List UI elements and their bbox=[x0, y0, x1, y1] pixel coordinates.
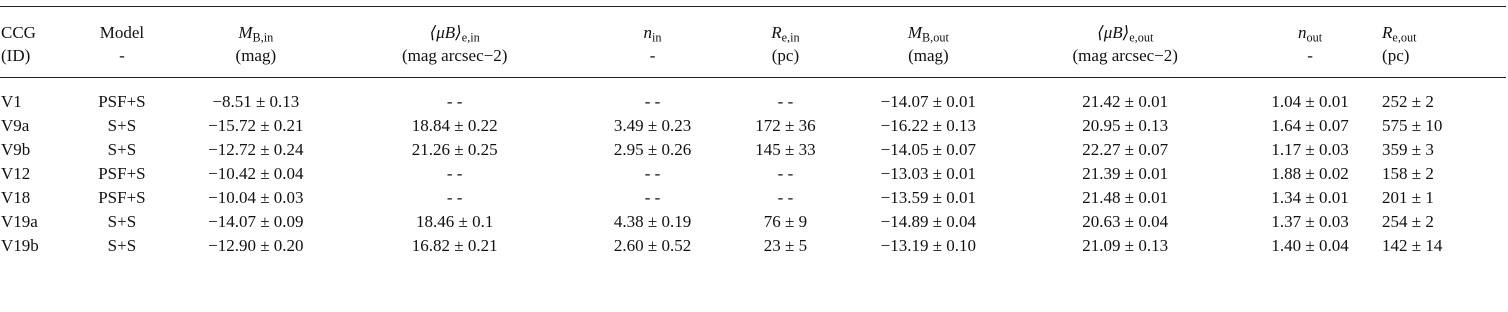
table-row bbox=[0, 78, 1506, 115]
header-n-out-subscript: out bbox=[1306, 30, 1323, 45]
unit-ccg: (ID) bbox=[0, 44, 63, 78]
cell-re-out: 575 ± 10 bbox=[1382, 116, 1443, 135]
cell-mb-in: −14.07 ± 0.09 bbox=[208, 212, 304, 231]
header-mb-in-subscript: B,in bbox=[252, 30, 274, 45]
header-n-in bbox=[579, 7, 727, 45]
cell-mb-in: −12.90 ± 0.20 bbox=[208, 236, 304, 255]
unit-mb-out: (mag) bbox=[844, 44, 1012, 78]
table-row bbox=[0, 162, 1506, 186]
table-row bbox=[0, 186, 1506, 210]
cell-mu-out: 21.48 ± 0.01 bbox=[1082, 188, 1169, 207]
cell-model: S+S bbox=[107, 236, 137, 255]
cell-model: PSF+S bbox=[98, 92, 146, 111]
cell-mu-in: 18.46 ± 0.1 bbox=[416, 212, 494, 231]
unit-mb-in: (mag) bbox=[181, 44, 331, 78]
cell-ccg-id: V12 bbox=[1, 164, 31, 183]
cell-ccg-id: V18 bbox=[1, 188, 31, 207]
cell-mb-out: −13.03 ± 0.01 bbox=[880, 164, 977, 183]
header-re-in bbox=[726, 7, 844, 45]
cell-ccg-id: V9a bbox=[1, 116, 30, 135]
cell-n-in: 4.38 ± 0.19 bbox=[613, 212, 692, 231]
cell-ccg-id: V19b bbox=[1, 236, 39, 255]
cell-mb-out: −16.22 ± 0.13 bbox=[880, 116, 977, 135]
cell-n-in: 2.60 ± 0.52 bbox=[613, 236, 692, 255]
cell-n-out: 1.64 ± 0.07 bbox=[1271, 116, 1349, 135]
header-mu-in-symbol: ⟨μB⟩ bbox=[429, 23, 462, 42]
cell-model: S+S bbox=[107, 140, 137, 159]
cell-model: S+S bbox=[107, 212, 137, 231]
header-n-in-symbol: n bbox=[643, 23, 653, 42]
cell-mb-in: −10.42 ± 0.04 bbox=[208, 164, 304, 183]
unit-n-out: - bbox=[1238, 44, 1382, 78]
unit-n-in: - bbox=[579, 44, 727, 78]
header-mb-out bbox=[844, 7, 1012, 45]
header-re-in-subscript: e,in bbox=[781, 30, 800, 45]
cell-model: S+S bbox=[107, 116, 137, 135]
cell-re-in: 145 ± 33 bbox=[755, 140, 816, 159]
cell-n-out: 1.17 ± 0.03 bbox=[1271, 140, 1349, 159]
cell-mb-in: −15.72 ± 0.21 bbox=[208, 116, 304, 135]
cell-n-in: - - bbox=[644, 188, 661, 207]
header-mb-out-subscript: B,out bbox=[922, 30, 949, 45]
table-header bbox=[0, 7, 1506, 78]
cell-ccg-id: V19a bbox=[1, 212, 38, 231]
cell-n-in: - - bbox=[644, 164, 661, 183]
cell-mb-in: −12.72 ± 0.24 bbox=[208, 140, 304, 159]
cell-mu-in: - - bbox=[446, 164, 463, 183]
header-n-out-symbol: n bbox=[1298, 23, 1307, 42]
table-row bbox=[0, 138, 1506, 162]
unit-model: - bbox=[63, 44, 181, 78]
cell-model: PSF+S bbox=[98, 188, 146, 207]
cell-re-in: 172 ± 36 bbox=[755, 116, 816, 135]
unit-re-in: (pc) bbox=[726, 44, 844, 78]
header-mu-out-symbol: ⟨μB⟩ bbox=[1097, 23, 1130, 42]
header-n-out bbox=[1238, 7, 1382, 45]
cell-n-in: 2.95 ± 0.26 bbox=[613, 140, 692, 159]
cell-mb-in: −8.51 ± 0.13 bbox=[212, 92, 300, 111]
cell-model: PSF+S bbox=[98, 164, 146, 183]
cell-n-out: 1.88 ± 0.02 bbox=[1271, 164, 1349, 183]
cell-n-in: - - bbox=[644, 92, 661, 111]
unit-mu-out: (mag arcsec−2) bbox=[1012, 44, 1238, 78]
cell-mu-out: 22.27 ± 0.07 bbox=[1082, 140, 1169, 159]
cell-re-out: 158 ± 2 bbox=[1382, 164, 1434, 183]
unit-re-out: (pc) bbox=[1382, 44, 1506, 78]
unit-mu-in: (mag arcsec−2) bbox=[331, 44, 579, 78]
cell-mu-in: 21.26 ± 0.25 bbox=[411, 140, 498, 159]
header-mu-in bbox=[331, 7, 579, 45]
header-mu-out bbox=[1012, 7, 1238, 45]
cell-mb-out: −14.05 ± 0.07 bbox=[880, 140, 977, 159]
results-table bbox=[0, 6, 1506, 258]
cell-mu-out: 21.09 ± 0.13 bbox=[1082, 236, 1169, 255]
cell-mb-out: −14.07 ± 0.01 bbox=[880, 92, 977, 111]
cell-re-out: 254 ± 2 bbox=[1382, 212, 1434, 231]
cell-re-out: 201 ± 1 bbox=[1382, 188, 1434, 207]
cell-re-out: 252 ± 2 bbox=[1382, 92, 1434, 111]
header-row-2 bbox=[0, 44, 1506, 78]
cell-mb-out: −14.89 ± 0.04 bbox=[880, 212, 977, 231]
header-ccg bbox=[0, 7, 63, 45]
header-model bbox=[63, 7, 181, 45]
cell-re-in: 23 ± 5 bbox=[763, 236, 808, 255]
header-mb-in-symbol: M bbox=[238, 23, 253, 42]
cell-re-in: 76 ± 9 bbox=[763, 212, 808, 231]
header-re-in-symbol: R bbox=[771, 23, 782, 42]
cell-ccg-id: V9b bbox=[1, 140, 31, 159]
cell-mb-out: −13.59 ± 0.01 bbox=[880, 188, 977, 207]
cell-mu-in: - - bbox=[446, 92, 463, 111]
header-model-label: Model bbox=[99, 23, 145, 42]
cell-re-in: - - bbox=[777, 188, 794, 207]
header-mu-out-subscript: e,out bbox=[1129, 30, 1154, 45]
cell-mu-in: - - bbox=[446, 188, 463, 207]
header-re-out bbox=[1382, 7, 1506, 45]
cell-n-out: 1.40 ± 0.04 bbox=[1271, 236, 1349, 255]
table-row bbox=[0, 114, 1506, 138]
cell-mu-in: 16.82 ± 0.21 bbox=[411, 236, 498, 255]
cell-n-out: 1.37 ± 0.03 bbox=[1271, 212, 1349, 231]
table-body bbox=[0, 78, 1506, 259]
cell-re-in: - - bbox=[777, 92, 794, 111]
cell-ccg-id: V1 bbox=[1, 92, 22, 111]
cell-mu-out: 21.42 ± 0.01 bbox=[1082, 92, 1169, 111]
header-re-out-symbol: R bbox=[1382, 23, 1393, 42]
table-row bbox=[0, 234, 1506, 258]
cell-n-in: 3.49 ± 0.23 bbox=[613, 116, 692, 135]
cell-mb-in: −10.04 ± 0.03 bbox=[208, 188, 304, 207]
cell-mu-out: 21.39 ± 0.01 bbox=[1082, 164, 1169, 183]
cell-re-out: 142 ± 14 bbox=[1382, 236, 1443, 255]
cell-mu-out: 20.95 ± 0.13 bbox=[1082, 116, 1169, 135]
cell-re-in: - - bbox=[777, 164, 794, 183]
cell-mu-in: 18.84 ± 0.22 bbox=[411, 116, 498, 135]
cell-re-out: 359 ± 3 bbox=[1382, 140, 1434, 159]
header-mb-out-symbol: M bbox=[907, 23, 923, 42]
header-mu-in-subscript: e,in bbox=[461, 30, 480, 45]
cell-mb-out: −13.19 ± 0.10 bbox=[880, 236, 977, 255]
header-ccg-label: CCG bbox=[1, 23, 36, 42]
header-re-out-subscript: e,out bbox=[1392, 30, 1417, 45]
cell-mu-out: 20.63 ± 0.04 bbox=[1082, 212, 1169, 231]
cell-n-out: 1.04 ± 0.01 bbox=[1271, 92, 1349, 111]
header-n-in-subscript: in bbox=[652, 30, 662, 45]
table-row bbox=[0, 210, 1506, 234]
cell-n-out: 1.34 ± 0.01 bbox=[1271, 188, 1349, 207]
header-row-1 bbox=[0, 7, 1506, 45]
header-mb-in bbox=[181, 7, 331, 45]
